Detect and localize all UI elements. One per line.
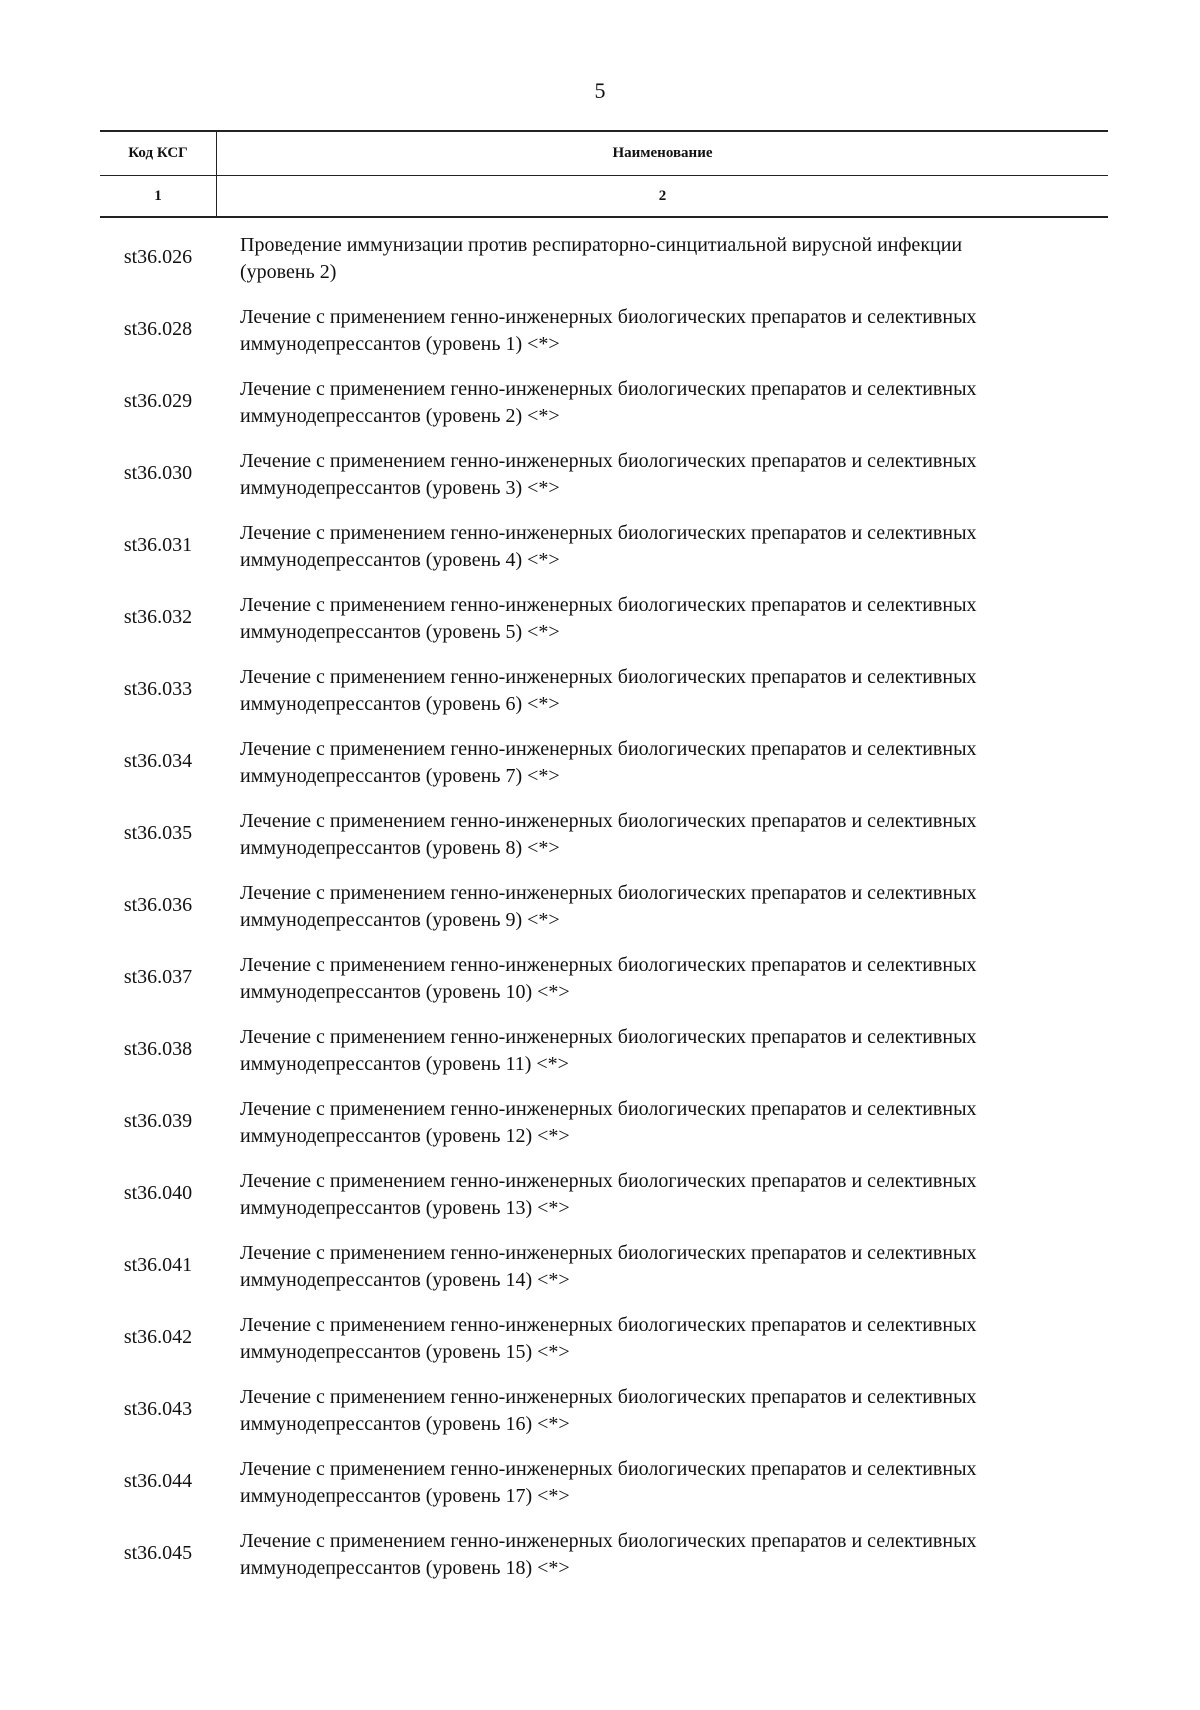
table-row: [100, 664, 1108, 736]
table-row: [100, 1240, 1108, 1312]
table-row: [100, 952, 1108, 1024]
ksg-name-line2: иммунодепрессантов (уровень 7) <*>: [240, 765, 560, 787]
ksg-name-line1: Лечение с применением генно-инженерных биологических препаратов и селективных: [240, 1458, 977, 1480]
ksg-code: st36.034: [123, 750, 193, 772]
ksg-name: [216, 1024, 1108, 1078]
ksg-name: [216, 1384, 1108, 1438]
ksg-code: st36.037: [123, 966, 193, 988]
ksg-name-line1: Лечение с применением генно-инженерных биологических препаратов и селективных: [240, 1242, 977, 1264]
ksg-name-line2: иммунодепрессантов (уровень 9) <*>: [240, 909, 560, 931]
ksg-name: [216, 880, 1108, 934]
ksg-name-line1: Лечение с применением генно-инженерных биологических препаратов и селективных: [240, 738, 977, 760]
ksg-name-line1: Лечение с применением генно-инженерных биологических препаратов и селективных: [240, 1314, 977, 1336]
ksg-code: st36.035: [123, 822, 193, 844]
table-row: [100, 376, 1108, 448]
table-row: [100, 304, 1108, 376]
page-number: 5: [594, 78, 606, 103]
ksg-code: st36.032: [123, 606, 193, 628]
table-row: [100, 592, 1108, 664]
table-row: [100, 1456, 1108, 1528]
ksg-name-line2: иммунодепрессантов (уровень 10) <*>: [240, 981, 570, 1003]
ksg-name-line1: Лечение с применением генно-инженерных биологических препаратов и селективных: [240, 306, 977, 328]
table-row: [100, 736, 1108, 808]
ksg-name: [216, 1528, 1108, 1582]
ksg-name-line2: иммунодепрессантов (уровень 11) <*>: [240, 1053, 569, 1075]
ksg-name-line2: иммунодепрессантов (уровень 12) <*>: [240, 1125, 570, 1147]
table-row: [100, 1168, 1108, 1240]
ksg-name-line2: иммунодепрессантов (уровень 8) <*>: [240, 837, 560, 859]
ksg-name-line1: Лечение с применением генно-инженерных биологических препаратов и селективных: [240, 1098, 977, 1120]
header-name: Наименование: [216, 132, 1108, 175]
ksg-name: [216, 1456, 1108, 1510]
ksg-name-line1: Лечение с применением генно-инженерных биологических препаратов и селективных: [240, 594, 977, 616]
column-number-name: 2: [216, 176, 1108, 216]
ksg-code: st36.040: [123, 1182, 193, 1204]
ksg-name-line1: Лечение с применением генно-инженерных биологических препаратов и селективных: [240, 378, 977, 400]
ksg-name-line1: Лечение с применением генно-инженерных биологических препаратов и селективных: [240, 1170, 977, 1192]
ksg-code: st36.031: [123, 534, 193, 556]
ksg-code: st36.028: [123, 318, 193, 340]
ksg-code: st36.026: [123, 246, 193, 268]
ksg-code: st36.042: [123, 1326, 193, 1348]
table-row: [100, 1312, 1108, 1384]
ksg-code: st36.039: [123, 1110, 193, 1132]
ksg-name-line1: Лечение с применением генно-инженерных биологических препаратов и селективных: [240, 1530, 977, 1552]
column-number-code: 1: [154, 187, 162, 204]
ksg-name: [216, 520, 1108, 574]
ksg-name: [216, 1312, 1108, 1366]
table-row: [100, 520, 1108, 592]
table-row: [100, 880, 1108, 952]
header-code: Код КСГ: [128, 145, 188, 161]
ksg-table: [100, 130, 1108, 1600]
ksg-name-line1: Лечение с применением генно-инженерных биологических препаратов и селективных: [240, 1026, 977, 1048]
ksg-name: [216, 376, 1108, 430]
ksg-name-line2: иммунодепрессантов (уровень 17) <*>: [240, 1485, 570, 1507]
ksg-name: [216, 952, 1108, 1006]
ksg-name-line2: иммунодепрессантов (уровень 6) <*>: [240, 693, 560, 715]
table-row: [100, 808, 1108, 880]
ksg-name: [216, 664, 1108, 718]
ksg-name-line2: иммунодепрессантов (уровень 13) <*>: [240, 1197, 570, 1219]
ksg-code: st36.036: [123, 894, 193, 916]
ksg-name-line1: Проведение иммунизации против респираторно-синцитиальной вирусной инфекции: [240, 234, 963, 256]
ksg-code: st36.045: [123, 1542, 193, 1564]
ksg-code: st36.044: [123, 1470, 193, 1492]
ksg-code: st36.033: [123, 678, 193, 700]
table-row: [100, 1096, 1108, 1168]
ksg-name: [216, 448, 1108, 502]
ksg-name-line1: Лечение с применением генно-инженерных биологических препаратов и селективных: [240, 810, 977, 832]
table-row: [100, 232, 1108, 304]
ksg-name: [216, 1168, 1108, 1222]
ksg-code: st36.043: [123, 1398, 193, 1420]
table-row: [100, 448, 1108, 520]
ksg-name-line2: иммунодепрессантов (уровень 16) <*>: [240, 1413, 570, 1435]
table-header-row: [100, 130, 1108, 176]
ksg-name: [216, 304, 1108, 358]
table-body: [100, 232, 1108, 1600]
ksg-name-line2: иммунодепрессантов (уровень 5) <*>: [240, 621, 560, 643]
ksg-name: [216, 232, 1108, 286]
ksg-name: [216, 592, 1108, 646]
ksg-name: [216, 808, 1108, 862]
ksg-name-line2: иммунодепрессантов (уровень 18) <*>: [240, 1557, 570, 1579]
ksg-name: [216, 1240, 1108, 1294]
ksg-name-line1: Лечение с применением генно-инженерных биологических препаратов и селективных: [240, 666, 977, 688]
ksg-code: st36.041: [123, 1254, 193, 1276]
ksg-name-line2: иммунодепрессантов (уровень 3) <*>: [240, 477, 560, 499]
ksg-name-line1: Лечение с применением генно-инженерных биологических препаратов и селективных: [240, 450, 977, 472]
ksg-code: st36.038: [123, 1038, 193, 1060]
ksg-name-line1: Лечение с применением генно-инженерных биологических препаратов и селективных: [240, 954, 977, 976]
ksg-name-line1: Лечение с применением генно-инженерных биологических препаратов и селективных: [240, 882, 977, 904]
ksg-name-line2: иммунодепрессантов (уровень 4) <*>: [240, 549, 560, 571]
ksg-name-line2: (уровень 2): [240, 261, 337, 283]
ksg-name: [216, 736, 1108, 790]
ksg-code: st36.030: [123, 462, 193, 484]
ksg-name-line2: иммунодепрессантов (уровень 2) <*>: [240, 405, 560, 427]
table-row: [100, 1024, 1108, 1096]
ksg-code: st36.029: [123, 390, 193, 412]
ksg-name: [216, 1096, 1108, 1150]
ksg-name-line1: Лечение с применением генно-инженерных биологических препаратов и селективных: [240, 1386, 977, 1408]
ksg-name-line1: Лечение с применением генно-инженерных биологических препаратов и селективных: [240, 522, 977, 544]
column-number-row: [100, 176, 1108, 218]
table-row: [100, 1384, 1108, 1456]
table-row: [100, 1528, 1108, 1600]
ksg-name-line2: иммунодепрессантов (уровень 15) <*>: [240, 1341, 570, 1363]
ksg-name-line2: иммунодепрессантов (уровень 1) <*>: [240, 333, 560, 355]
ksg-name-line2: иммунодепрессантов (уровень 14) <*>: [240, 1269, 570, 1291]
